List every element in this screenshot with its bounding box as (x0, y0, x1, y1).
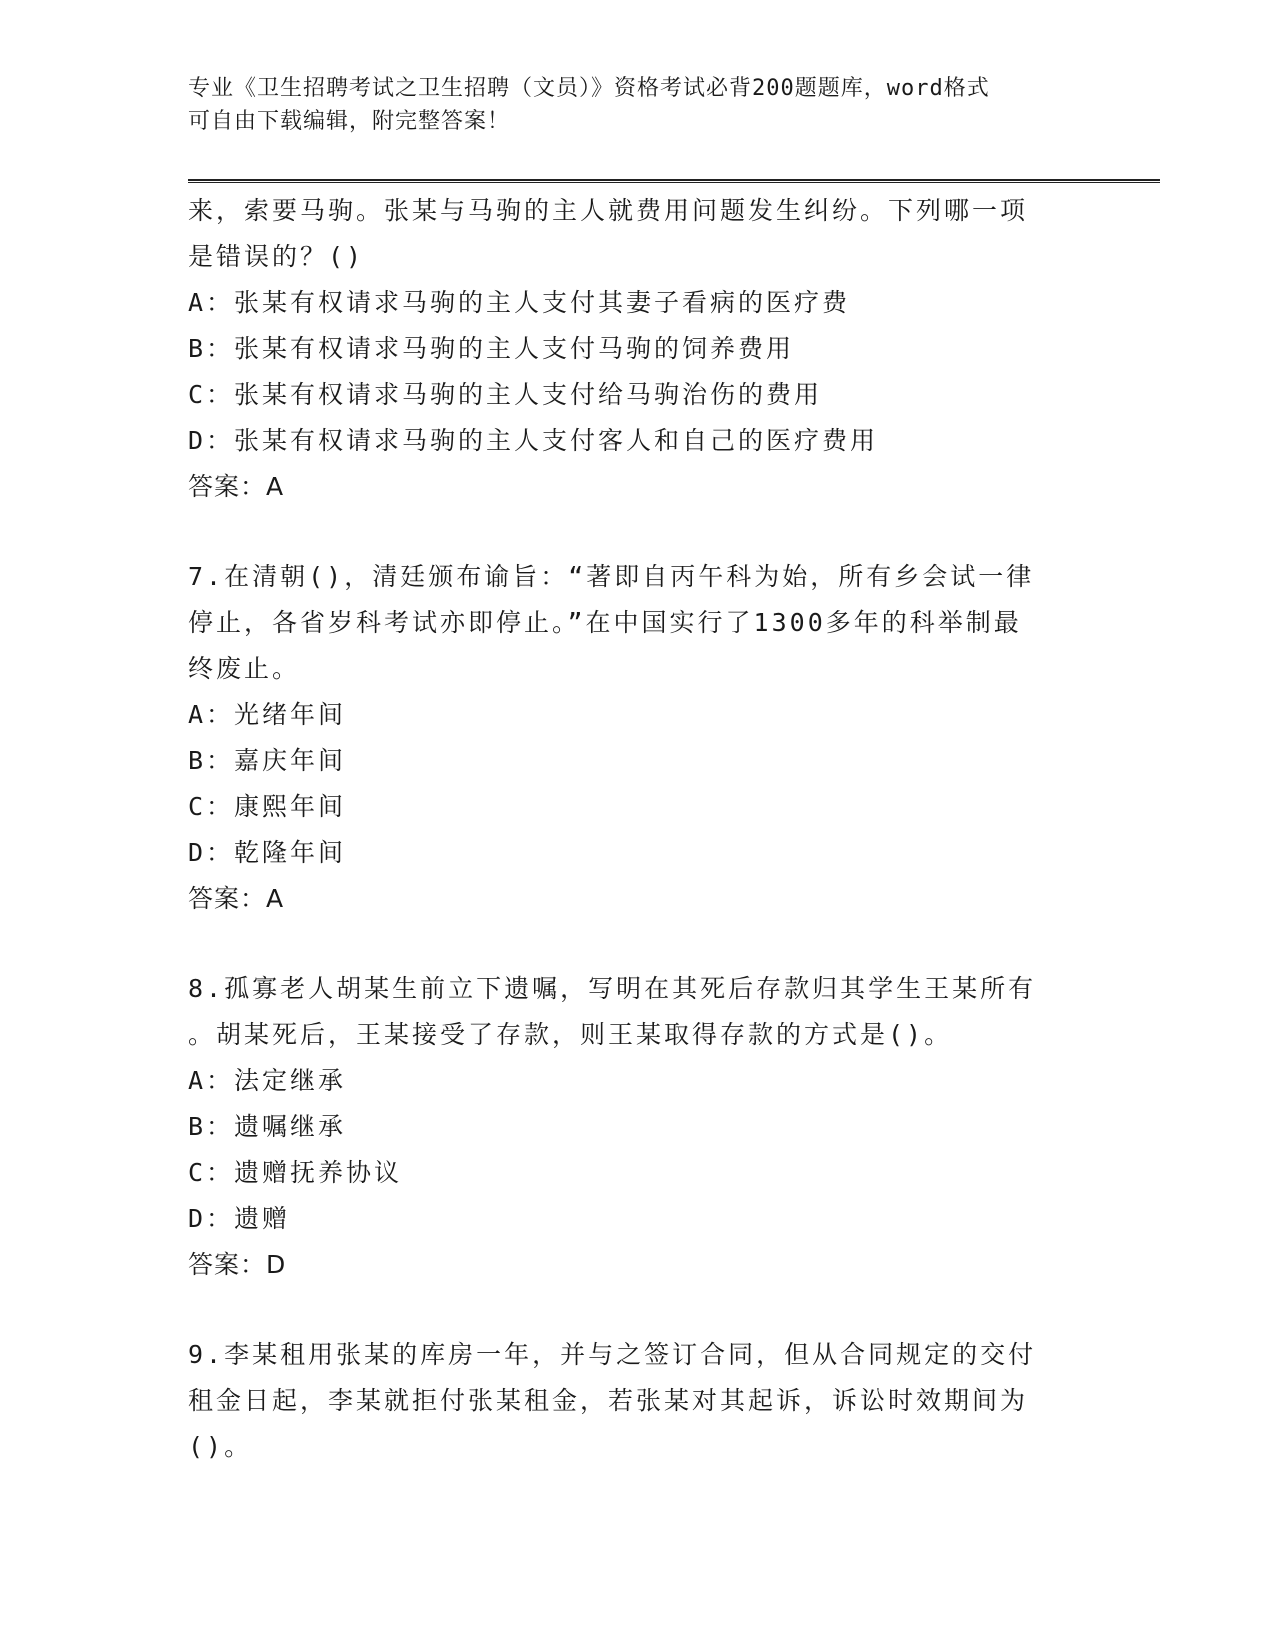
question-8 (188, 966, 1088, 1288)
option-a: A：法定继承 (188, 1066, 347, 1095)
question-6 (188, 188, 1088, 510)
question-stem-line: 终废止。 (188, 654, 301, 683)
question-stem-line: 是错误的？() (188, 242, 365, 271)
question-stem-line: 停止，各省岁科考试亦即停止。”在中国实行了1300多年的科举制最 (188, 608, 1022, 637)
option-d: D：遗赠 (188, 1204, 291, 1233)
option-d: D：乾隆年间 (188, 838, 347, 867)
spacer (188, 922, 1088, 966)
question-9 (188, 1332, 1088, 1470)
option-c: C：遗赠抚养协议 (188, 1158, 403, 1187)
question-stem-line: 来，索要马驹。张某与马驹的主人就费用问题发生纠纷。下列哪一项 (188, 196, 1029, 225)
question-stem-line: ()。 (188, 1432, 253, 1461)
document-header (188, 72, 1088, 138)
question-stem-line: 7.在清朝()，清廷颁布谕旨：“著即自丙午科为始，所有乡会试一律 (188, 562, 1035, 591)
spacer (188, 510, 1088, 554)
option-b: B：张某有权请求马驹的主人支付马驹的饲养费用 (188, 334, 795, 363)
answer-label: 答案：D (188, 1250, 287, 1279)
question-stem-line: 9.李某租用张某的库房一年，并与之签订合同，但从合同规定的交付 (188, 1340, 1037, 1369)
question-stem-line: 。胡某死后，王某接受了存款，则王某取得存款的方式是()。 (188, 1020, 953, 1049)
question-stem-line: 租金日起，李某就拒付张某租金，若张某对其起诉，诉讼时效期间为 (188, 1386, 1029, 1415)
header-divider (188, 179, 1160, 183)
option-d: D：张某有权请求马驹的主人支付客人和自己的医疗费用 (188, 426, 879, 455)
answer-label: 答案：A (188, 884, 285, 913)
spacer (188, 1288, 1088, 1332)
option-a: A：张某有权请求马驹的主人支付其妻子看病的医疗费 (188, 288, 851, 317)
question-stem-line: 8.孤寡老人胡某生前立下遗嘱，写明在其死后存款归其学生王某所有 (188, 974, 1037, 1003)
header-title-line-2: 可自由下载编辑，附完整答案！ (188, 109, 511, 134)
option-c: C：张某有权请求马驹的主人支付给马驹治伤的费用 (188, 380, 823, 409)
option-b: B：遗嘱继承 (188, 1112, 347, 1141)
question-7 (188, 554, 1088, 922)
question-list (188, 188, 1088, 1470)
option-a: A：光绪年间 (188, 700, 347, 729)
option-c: C：康熙年间 (188, 792, 347, 821)
header-title-line-1: 专业《卫生招聘考试之卫生招聘（文员）》资格考试必背200题题库，word格式 (188, 76, 990, 101)
answer-label: 答案：A (188, 472, 285, 501)
option-b: B：嘉庆年间 (188, 746, 347, 775)
